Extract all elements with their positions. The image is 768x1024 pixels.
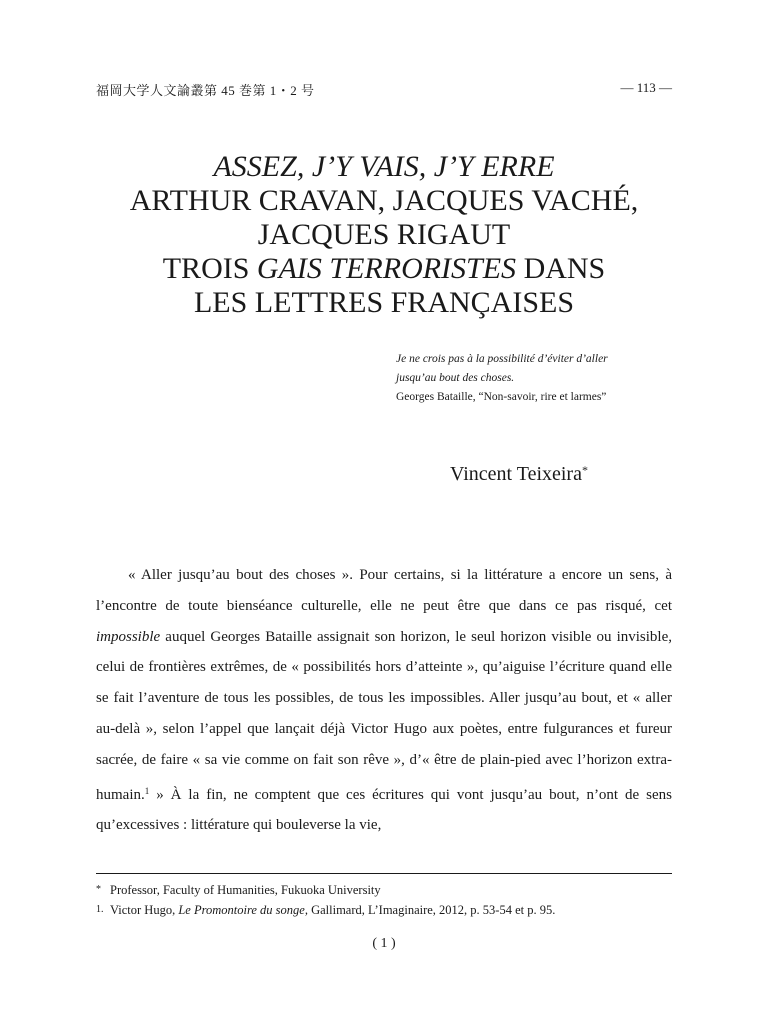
body-text (96, 560, 672, 841)
title-line-4-italic: GAIS TERRORISTES (256, 252, 517, 285)
title-line-1: ASSEZ, J’Y VAIS, J’Y ERRE (213, 150, 555, 183)
title-line-4-pre: TROIS (162, 252, 257, 285)
title-line-2: ARTHUR CRAVAN, JACQUES VACHÉ, (129, 184, 639, 217)
paragraph-text: « Aller jusqu’au bout des choses ». Pour certains, si la littérature a encore un sens, à l’encontre de toute bienséance culturelle, elle ne peut être que dans ce pas risqué, cet (96, 567, 672, 614)
author-name-text: Vincent Teixeira (450, 463, 582, 485)
epigraph-quote-line-1: Je ne crois pas à la possibilité d’éviter d’aller (396, 353, 608, 365)
title-line-4-post: DANS (516, 252, 606, 285)
paragraph-text: auquel Georges Bataille assignait son horizon, le seul horizon visible ou invisible, celui de frontières extrêmes, de « possibilités hors d’atteinte », qu’aiguise l’écriture quand elle se fait l’aventure de tous les possibles, de tous les impossibles. Aller jusqu’au bout, et « aller au-delà », selon l’appel que lançait déjà Victor Hugo aux poètes, entre fulgurances et fureur sacrée, de faire « sa vie comme on fait son rêve », d’« être de plain-pied avec l’horizon extra-humain. (96, 628, 672, 803)
footnotes (96, 880, 696, 920)
epigraph-source: Georges Bataille, “Non-savoir, rire et larmes” (396, 391, 607, 403)
footnote-divider (96, 873, 672, 874)
page-number: ( 1 ) (372, 936, 396, 951)
paragraph-text: » À la fin, ne comptent que ces écritures qui vont jusqu’au bout, n’ont de sens qu’excessives : littérature qui bouleverse la vie, (96, 786, 672, 834)
article-title (96, 150, 672, 320)
title-line-5: LES LETTRES FRANÇAISES (193, 286, 575, 319)
title-line-3: JACQUES RIGAUT (257, 218, 511, 251)
footnote-reference: 1 (144, 785, 150, 796)
footnote-1-pre: Victor Hugo, (110, 903, 179, 917)
footnote-1-italic: Le Promontoire du songe, (178, 903, 308, 917)
page-reference: — 113 — (620, 80, 672, 95)
footnote-star-text: Professor, Faculty of Humanities, Fukuoka University (110, 883, 381, 897)
title-line-4 (96, 252, 672, 286)
epigraph (396, 350, 686, 407)
footnote-1-mark: 1. (96, 904, 104, 915)
journal-header: 福岡大学人文論叢第 45 巻第 1・2 号 (96, 83, 315, 98)
paragraph (96, 560, 672, 841)
paragraph-emphasis: impossible (96, 628, 161, 645)
author-footnote-mark: * (581, 463, 588, 477)
epigraph-quote-line-2: jusqu’au bout des choses. (396, 372, 515, 384)
footnote-1-post: Gallimard, L’Imaginaire, 2012, p. 53-54 et p. 95. (307, 903, 556, 917)
footnote-star (96, 880, 696, 900)
footnote-star-mark: * (96, 884, 101, 895)
author-name (450, 463, 588, 486)
footnote-1 (96, 900, 696, 920)
